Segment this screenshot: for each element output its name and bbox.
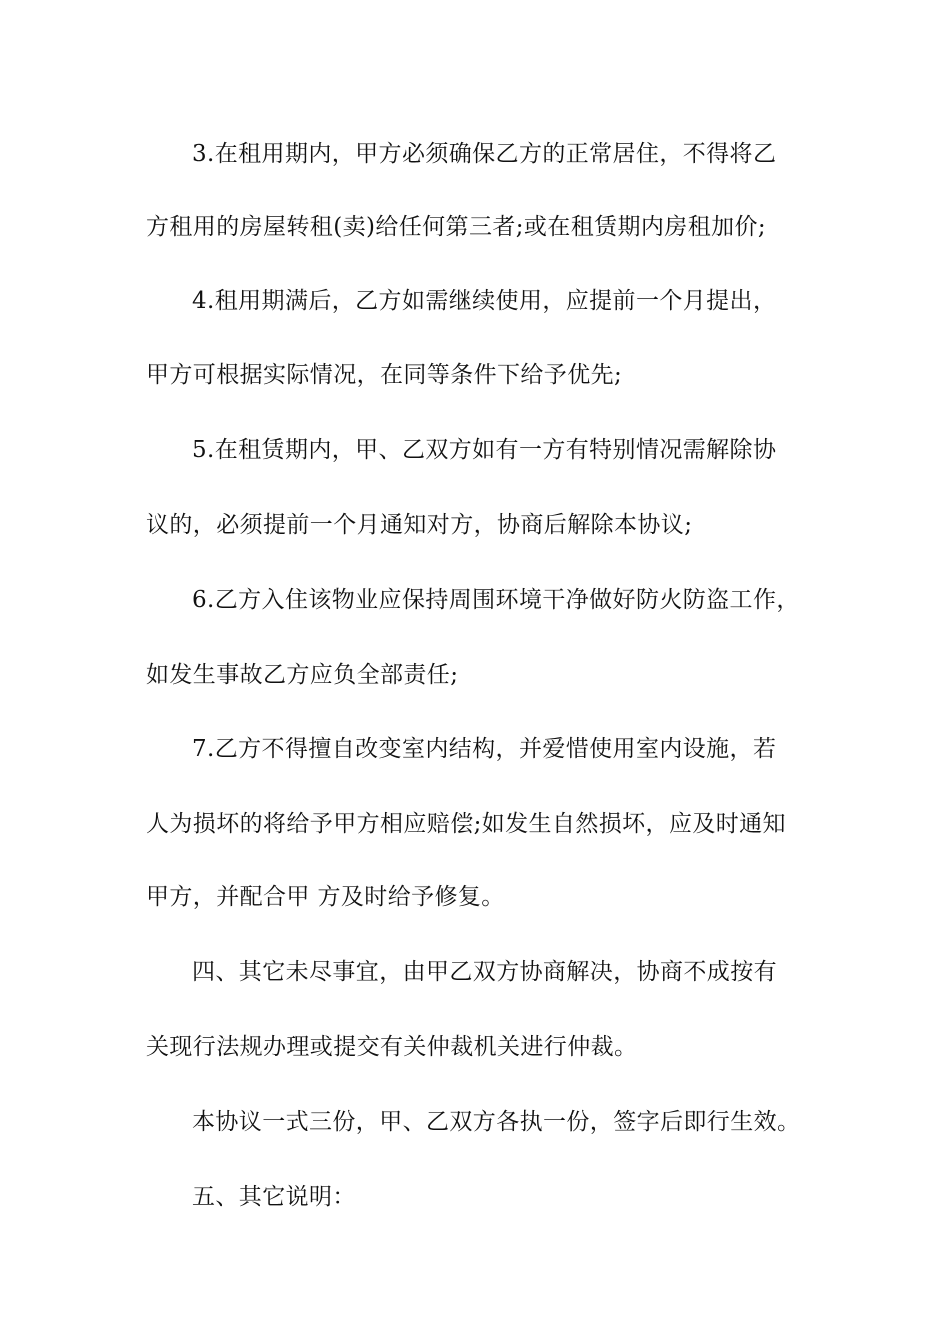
clause-7-line-1: 7.乙方不得擅自改变室内结构，并爱惜使用室内设施，若 <box>192 736 777 762</box>
section-4-line-2: 关现行法规办理或提交有关仲裁机关进行仲裁。 <box>146 1034 638 1060</box>
clause-5-line-2: 议的，必须提前一个月通知对方，协商后解除本协议; <box>146 512 693 538</box>
clause-7-line-2: 人为损坏的将给予甲方相应赔偿;如发生自然损坏，应及时通知 <box>146 811 786 837</box>
section-4-line-1: 四、其它未尽事宜，由甲乙双方协商解决，协商不成按有 <box>192 959 777 985</box>
clause-3-line-1: 3.在租用期内，甲方必须确保乙方的正常居住，不得将乙 <box>192 141 777 167</box>
clause-4-line-2: 甲方可根据实际情况，在同等条件下给予优先; <box>146 362 623 388</box>
clause-5-line-1: 5.在租赁期内，甲、乙双方如有一方有特别情况需解除协 <box>192 437 777 463</box>
clause-7-line-3: 甲方，并配合甲 方及时给予修复。 <box>146 884 505 910</box>
clause-3-line-2: 方租用的房屋转租(卖)给任何第三者;或在租赁期内房租加价; <box>146 214 767 240</box>
copies-statement: 本协议一式三份，甲、乙双方各执一份，签字后即行生效。 <box>192 1109 801 1135</box>
section-5-heading: 五、其它说明： <box>192 1184 356 1210</box>
clause-6-line-1: 6.乙方入住该物业应保持周围环境干净做好防火防盗工作， <box>192 587 800 613</box>
clause-6-line-2: 如发生事故乙方应负全部责任; <box>146 662 459 688</box>
clause-4-line-1: 4.租用期满后，乙方如需继续使用，应提前一个月提出， <box>192 288 777 314</box>
